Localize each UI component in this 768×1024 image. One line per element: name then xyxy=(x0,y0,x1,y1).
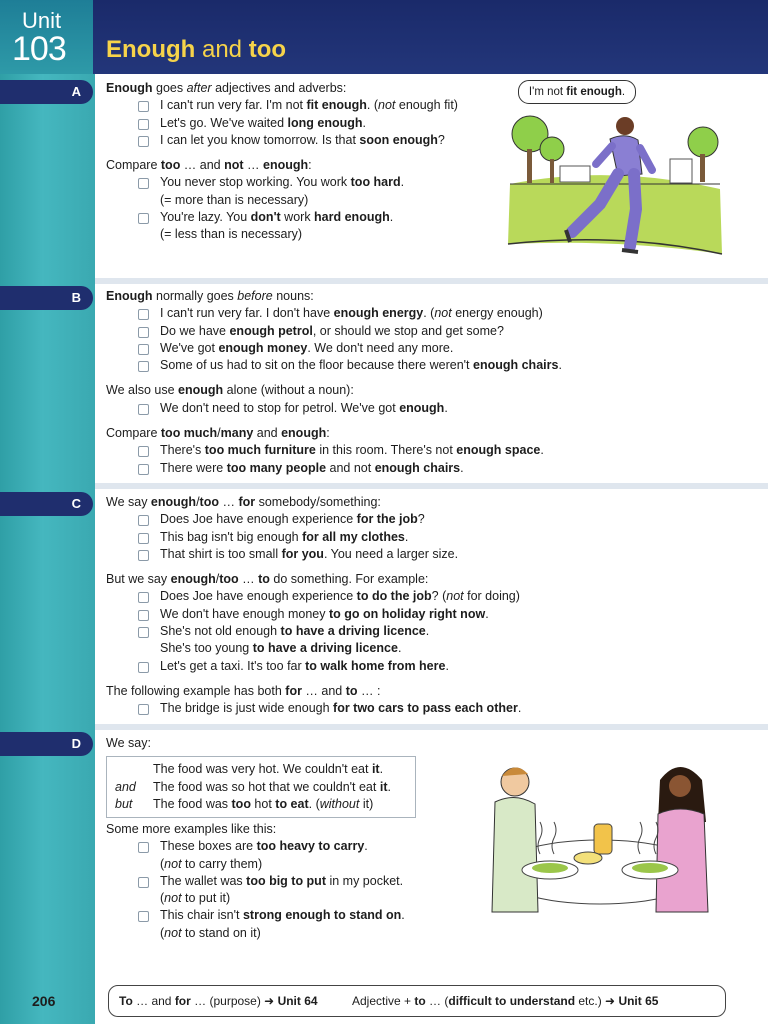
example: These boxes are too heavy to carry. xyxy=(106,838,466,855)
runner-illustration xyxy=(500,104,730,269)
example-note: (= more than is necessary) xyxy=(160,192,309,207)
example: I can't run very far. I don't have enough energy. (not energy enough) xyxy=(106,305,746,322)
example: Some of us had to sit on the floor because there weren't enough chairs. xyxy=(106,357,746,374)
section-d-examples xyxy=(106,821,466,942)
example: Do we have enough petrol, or should we stop and get some? xyxy=(106,323,746,340)
example: You never stop working. You work too hard. xyxy=(106,174,506,191)
unit-word: Unit xyxy=(22,8,62,33)
example-note: (= less than is necessary) xyxy=(160,227,303,242)
rule-line: Enough goes after adjectives and adverbs: xyxy=(106,81,347,95)
rule-line: Some more examples like this: xyxy=(106,822,277,836)
cross-reference[interactable]: Adjective + to … (difficult to understand etc.) ➜ Unit 65 xyxy=(352,994,659,1008)
example: There were too many people and not enough chairs. xyxy=(106,460,746,477)
example: That shirt is too small for you. You need a larger size. xyxy=(106,546,746,563)
example: We don't need to stop for petrol. We've got enough. xyxy=(106,400,746,417)
example: This bag isn't big enough for all my clothes. xyxy=(106,529,746,546)
rule-line: Enough normally goes before nouns: xyxy=(106,289,314,303)
cross-reference-box xyxy=(108,985,726,1017)
speech-bubble: I'm not fit enough. xyxy=(518,80,636,104)
example: There's too much furniture in this room. There's not enough space. xyxy=(106,442,746,459)
rule-line: But we say enough/too … to do something. For example: xyxy=(106,572,429,587)
section-tab-b: B xyxy=(0,286,93,310)
table-row: but The food was too hot to eat. (without it) xyxy=(115,797,374,811)
section-divider xyxy=(95,278,768,284)
section-divider xyxy=(95,483,768,489)
example: The wallet was too big to put in my pocket. xyxy=(106,873,466,890)
table-row: and The food was so hot that we couldn't eat it. xyxy=(115,779,391,794)
comparison-table xyxy=(106,756,416,818)
example: She's not old enough to have a driving licence. xyxy=(106,623,746,640)
section-divider xyxy=(95,724,768,730)
example: Let's go. We've waited long enough. xyxy=(106,115,506,132)
section-d xyxy=(106,735,466,752)
example: Let's get a taxi. It's too far to walk home from here. xyxy=(106,658,746,675)
unit-number: 103 xyxy=(12,30,66,68)
example: Does Joe have enough experience for the job? xyxy=(106,511,746,528)
rule-line: Compare too … and not … enough: xyxy=(106,158,312,173)
section-b xyxy=(106,288,746,477)
section-tab-d: D xyxy=(0,732,93,756)
rule-line: We say: xyxy=(106,736,151,750)
page-number: 206 xyxy=(32,993,56,1009)
example: I can let you know tomorrow. Is that soon enough? xyxy=(106,132,506,149)
example-note: (not to carry them) xyxy=(160,856,263,871)
example: Does Joe have enough experience to do the job? (not for doing) xyxy=(106,588,746,605)
section-a xyxy=(106,80,506,244)
example-note: (not to stand on it) xyxy=(160,925,261,940)
example-note: She's too young to have a driving licence. xyxy=(160,641,402,656)
unit-badge xyxy=(0,0,93,74)
diners-illustration xyxy=(470,752,730,922)
title-part: Enough xyxy=(106,36,196,63)
rule-line: We say enough/too … for somebody/something: xyxy=(106,495,381,509)
section-c xyxy=(106,494,746,718)
section-tab-c: C xyxy=(0,492,93,516)
table-row: The food was very hot. We couldn't eat it. xyxy=(153,762,384,776)
title-part: too xyxy=(248,36,287,63)
page-title xyxy=(106,36,286,64)
example: You're lazy. You don't work hard enough. xyxy=(106,209,506,226)
rule-line: Compare too much/many and enough: xyxy=(106,426,330,441)
title-part: and xyxy=(195,36,249,63)
example-note: (not to put it) xyxy=(160,891,231,906)
example: We don't have enough money to go on holiday right now. xyxy=(106,606,746,623)
rule-line: We also use enough alone (without a noun): xyxy=(106,383,354,398)
cross-reference[interactable]: To … and for … (purpose) ➜ Unit 64 xyxy=(119,994,318,1008)
example: The bridge is just wide enough for two cars to pass each other. xyxy=(106,700,746,717)
section-tab-a: A xyxy=(0,80,93,104)
example: I can't run very far. I'm not fit enough. (not enough fit) xyxy=(106,97,506,114)
rule-line: The following example has both for … and to … : xyxy=(106,683,381,698)
example: We've got enough money. We don't need any more. xyxy=(106,340,746,357)
example: This chair isn't strong enough to stand on. xyxy=(106,907,466,924)
